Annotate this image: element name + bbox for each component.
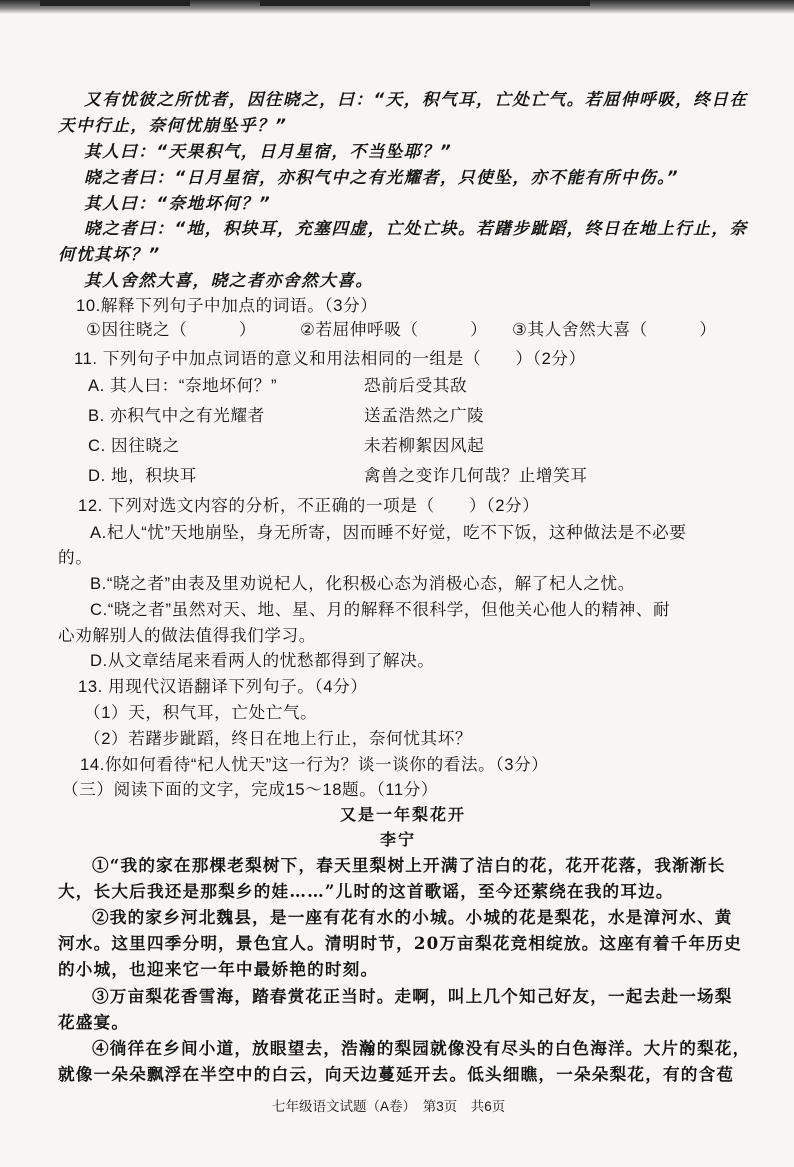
question-13-item: （1）天，积气耳，亡处亡气。 <box>84 703 318 722</box>
question-12-option-line: C.“晓之者”虽然对天、地、星、月的解释不很科学，但他关心他人的精神、耐 <box>90 600 671 619</box>
question-12-option-line: B.“晓之者”由表及里劝说杞人，化积极心态为消极心态，解了杞人之忧。 <box>90 574 635 593</box>
question-10-item: ①因往晓之（ ） <box>86 320 257 339</box>
article-line: ②我的家乡河北魏县，是一座有花有水的小城。小城的花是梨花，水是漳河水、黄 <box>92 907 733 927</box>
article-line: 就像一朵朵飘浮在半空中的白云，向天边蔓延开去。低头细瞧，一朵朵梨花，有的含苞 <box>58 1064 735 1084</box>
question-10-item: ③其人舍然大喜（ ） <box>512 320 717 339</box>
question-11-option-left: B. 亦积气中之有光耀者 <box>88 406 265 425</box>
question-10-item: ②若屈伸呼吸（ ） <box>300 320 488 339</box>
passage-line: 晓之者曰：“地，积块耳，充塞四虚，亡处亡块。若躇步跐蹈，终日在地上行止，奈 <box>84 219 748 238</box>
article-title: 又是一年梨花开 <box>340 805 467 824</box>
question-11-option-left: C. 因往晓之 <box>88 436 180 455</box>
question-11-option-left: D. 地，积块耳 <box>88 466 197 485</box>
passage-line: 晓之者曰：“日月星宿，亦积气中之有光耀者，只使坠，亦不能有所中伤。” <box>84 168 680 187</box>
question-12-option-line: 的。 <box>58 548 93 567</box>
question-12-option-line: 心劝解别人的做法值得我们学习。 <box>58 626 316 645</box>
question-10-stem: 10.解释下列句子中加点的词语。（3分） <box>76 296 378 315</box>
question-11-option-right: 禽兽之变诈几何哉？止增笑耳 <box>364 466 588 485</box>
article-line: 花盛宴。 <box>58 1012 130 1032</box>
question-11-option-right: 未若柳絮因风起 <box>364 436 485 455</box>
passage-line: 其人曰：“天果积气，日月星宿，不当坠耶？” <box>84 142 453 161</box>
question-11-option-left: A. 其人曰：“奈地坏何？” <box>88 376 278 395</box>
section-3-heading: （三）阅读下面的文字，完成15～18题。（11分） <box>62 780 439 799</box>
article-line: ④徜徉在乡间小道，放眼望去，浩瀚的梨园就像没有尽头的白色海洋。大片的梨花， <box>92 1038 751 1058</box>
article-line: 的小城，也迎来它一年中最娇艳的时刻。 <box>58 959 379 979</box>
question-14-stem: 14.你如何看待“杞人忧天”这一行为？谈一谈你的看法。（3分） <box>80 755 549 774</box>
question-11-stem: 11. 下列句子中加点词语的意义和用法相同的一组是（ ）（2分） <box>74 349 586 368</box>
page-footer: 七年级语文试题（A卷） 第3页 共6页 <box>272 1099 506 1114</box>
question-13-item: （2）若躇步跐蹈，终日在地上行止，奈何忧其坏？ <box>84 729 473 748</box>
article-line: 大，长大后我还是那梨乡的娃……”儿时的这首歌谣，至今还萦绕在我的耳边。 <box>58 881 674 901</box>
article-line: ③万亩梨花香雪海，踏春赏花正当时。走啊，叫上几个知己好友，一起去赴一场梨 <box>92 986 733 1006</box>
question-12-option-line: D.从文章结尾来看两人的忧愁都得到了解决。 <box>90 651 435 670</box>
passage-line: 其人舍然大喜，晓之者亦舍然大喜。 <box>84 271 374 290</box>
article-author: 李宁 <box>380 830 417 849</box>
question-12-option-line: A.杞人“忧”天地崩坠，身无所寄，因而睡不好觉，吃不下饭，这种做法是不必要 <box>90 523 687 542</box>
question-11-option-right: 恐前后受其敌 <box>364 376 468 395</box>
question-12-stem: 12. 下列对选文内容的分析，不正确的一项是（ ）（2分） <box>78 496 540 515</box>
passage-line: 又有忧彼之所忧者，因往晓之，曰：“天，积气耳，亡处亡气。若屈伸呼吸，终日在 <box>84 90 748 109</box>
article-line: ①“我的家在那棵老梨树下，春天里梨树上开满了洁白的花，花开花落，我渐渐长 <box>92 855 726 875</box>
question-11-option-right: 送孟浩然之广陵 <box>364 406 485 425</box>
passage-line: 其人曰：“奈地坏何？” <box>84 194 272 213</box>
passage-line: 天中行止，奈何忧崩坠乎？” <box>58 116 288 135</box>
article-line: 河水。这里四季分明，景色宜人。清明时节，20万亩梨花竞相绽放。这座有着千年历史 <box>58 933 742 953</box>
passage-line: 何忧其坏？” <box>58 245 161 264</box>
question-13-stem: 13. 用现代汉语翻译下列句子。（4分） <box>78 677 368 696</box>
